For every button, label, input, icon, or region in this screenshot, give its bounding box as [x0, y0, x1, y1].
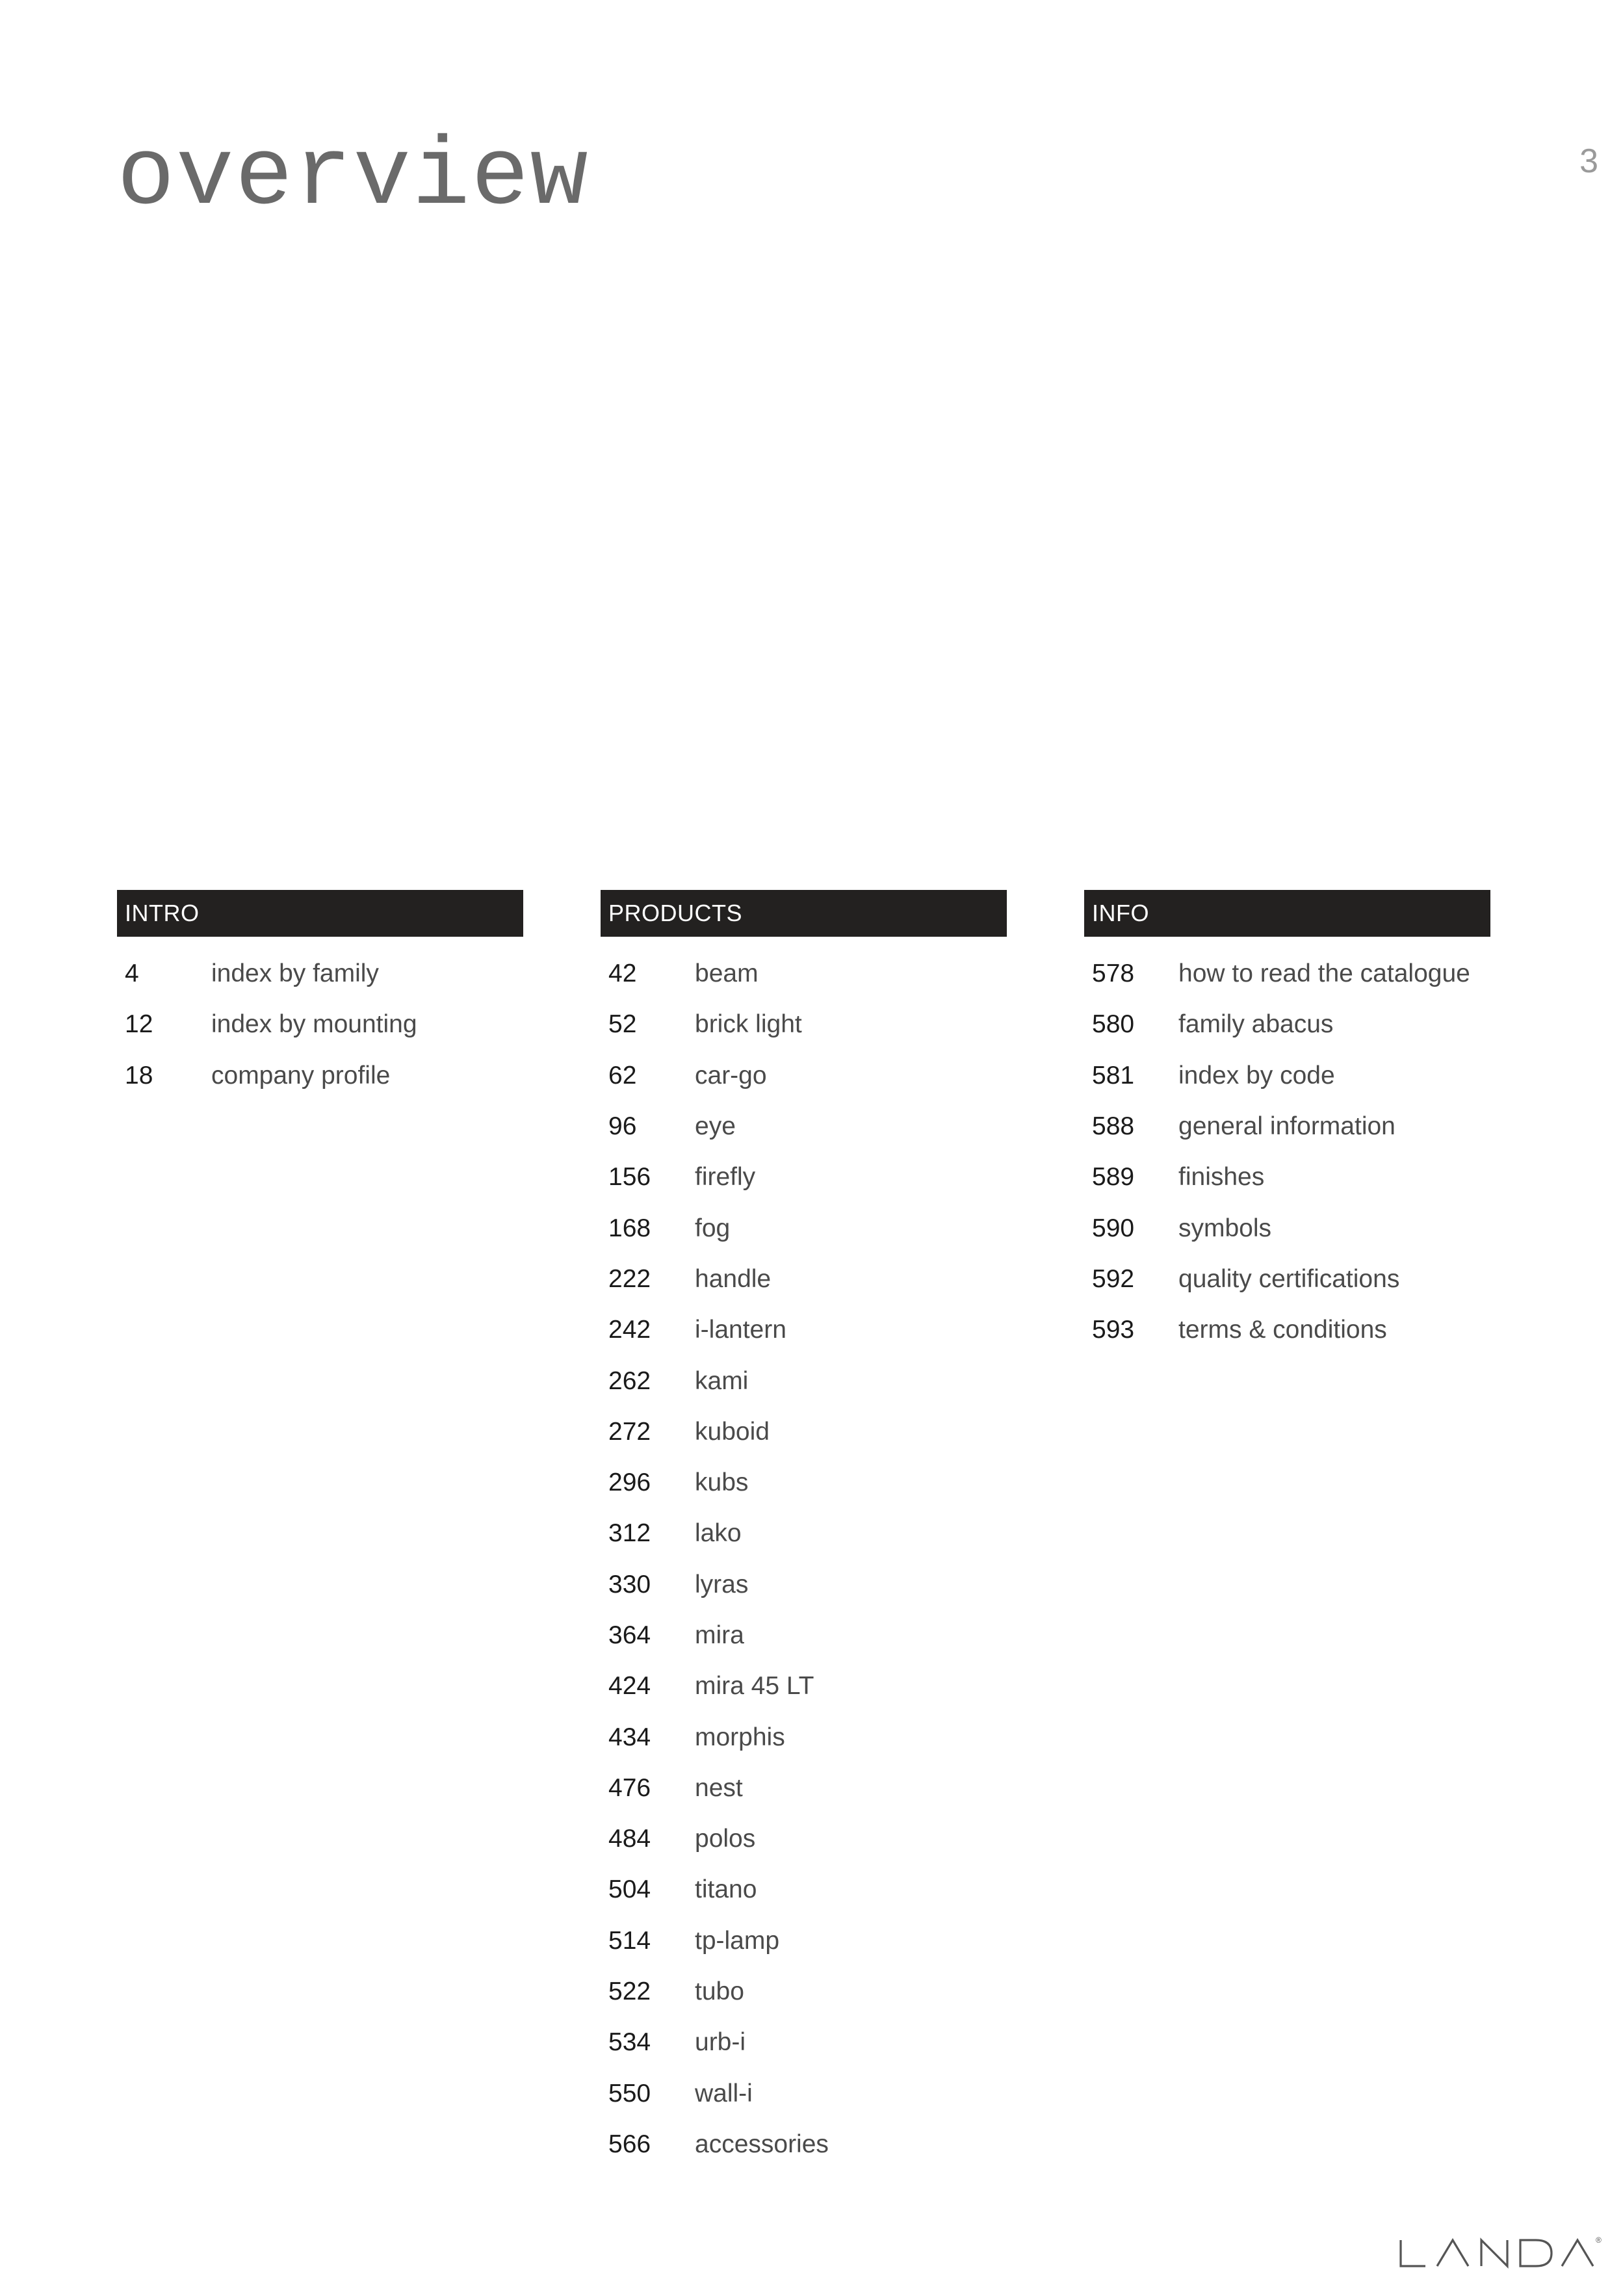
list-item [601, 1864, 1007, 1915]
section-list-intro [117, 948, 523, 1101]
list-item [601, 1814, 1007, 1864]
section-products [601, 890, 1007, 2170]
list-item [601, 1407, 1007, 1457]
item-label: index by code [1178, 1061, 1335, 1089]
item-label: polos [695, 1825, 756, 1853]
list-item [117, 1050, 523, 1101]
list-item [601, 2017, 1007, 2068]
item-label: tubo [695, 1977, 744, 2006]
item-label: accessories [695, 2130, 829, 2158]
item-page-number: 96 [608, 1112, 637, 1141]
item-page-number: 364 [608, 1621, 651, 1649]
item-page-number: 242 [608, 1316, 651, 1344]
list-item [601, 1305, 1007, 1355]
item-label: wall-i [695, 2079, 753, 2107]
list-item [117, 948, 523, 999]
item-label: car-go [695, 1061, 767, 1089]
list-item [1084, 948, 1490, 999]
item-label: firefly [695, 1163, 756, 1192]
item-label: quality certifications [1178, 1264, 1400, 1293]
list-item [1084, 1254, 1490, 1305]
item-label: nest [695, 1773, 743, 1802]
item-page-number: 424 [608, 1672, 651, 1701]
item-label: how to read the catalogue [1178, 959, 1470, 988]
item-label: index by mounting [211, 1010, 417, 1039]
item-label: kuboid [695, 1417, 770, 1446]
item-label: eye [695, 1112, 736, 1141]
item-label: brick light [695, 1010, 802, 1039]
item-page-number: 593 [1092, 1316, 1135, 1344]
list-item [601, 1661, 1007, 1712]
item-page-number: 589 [1092, 1163, 1135, 1192]
item-label: morphis [695, 1723, 785, 1751]
item-page-number: 580 [1092, 1010, 1135, 1039]
list-item [1084, 999, 1490, 1050]
item-page-number: 52 [608, 1010, 637, 1039]
item-label: company profile [211, 1061, 391, 1089]
registered-mark: ® [1596, 2236, 1602, 2245]
item-label: tp-lamp [695, 1926, 780, 1955]
item-label: mira 45 LT [695, 1672, 814, 1701]
list-item [1084, 1203, 1490, 1253]
item-page-number: 581 [1092, 1061, 1135, 1089]
item-page-number: 566 [608, 2130, 651, 2158]
page-title: overview [117, 124, 590, 232]
item-page-number: 522 [608, 1977, 651, 2006]
item-page-number: 534 [608, 2028, 651, 2057]
list-item [601, 1457, 1007, 1508]
item-label: index by family [211, 959, 379, 988]
section-header-intro: INTRO [117, 890, 523, 937]
item-label: finishes [1178, 1163, 1265, 1192]
section-intro [117, 890, 523, 1101]
item-label: titano [695, 1875, 757, 1904]
item-label: fog [695, 1214, 731, 1242]
item-page-number: 514 [608, 1926, 651, 1955]
list-item [1084, 1305, 1490, 1355]
section-header-products: PRODUCTS [601, 890, 1007, 937]
item-page-number: 18 [125, 1061, 153, 1089]
page-number: 3 [1579, 142, 1598, 180]
list-item [1084, 1152, 1490, 1203]
item-page-number: 588 [1092, 1112, 1135, 1141]
list-item [601, 1254, 1007, 1305]
item-page-number: 42 [608, 959, 637, 988]
section-list-info [1084, 948, 1490, 1355]
list-item [601, 1763, 1007, 1814]
item-label: family abacus [1178, 1010, 1334, 1039]
item-page-number: 504 [608, 1875, 651, 1904]
item-label: mira [695, 1621, 744, 1649]
item-page-number: 476 [608, 1773, 651, 1802]
list-item [117, 999, 523, 1050]
list-item [601, 1916, 1007, 1966]
list-item [601, 1203, 1007, 1253]
item-page-number: 578 [1092, 959, 1135, 988]
list-item [601, 1508, 1007, 1559]
item-page-number: 434 [608, 1723, 651, 1751]
item-label: urb-i [695, 2028, 746, 2057]
section-header-info: INFO [1084, 890, 1490, 937]
item-page-number: 296 [608, 1468, 651, 1497]
item-page-number: 550 [608, 2079, 651, 2107]
item-label: kami [695, 1366, 749, 1395]
item-label: terms & conditions [1178, 1316, 1387, 1344]
item-page-number: 484 [608, 1825, 651, 1853]
item-page-number: 590 [1092, 1214, 1135, 1242]
list-item [601, 1101, 1007, 1152]
list-item [601, 1152, 1007, 1203]
item-label: lyras [695, 1570, 749, 1598]
item-label: lako [695, 1519, 742, 1548]
item-page-number: 312 [608, 1519, 651, 1548]
item-page-number: 156 [608, 1163, 651, 1192]
item-page-number: 592 [1092, 1264, 1135, 1293]
list-item [601, 1355, 1007, 1406]
item-label: i-lantern [695, 1316, 786, 1344]
list-item [601, 1966, 1007, 2017]
list-item [1084, 1101, 1490, 1152]
item-page-number: 222 [608, 1264, 651, 1293]
list-item [601, 2068, 1007, 2119]
list-item [601, 999, 1007, 1050]
item-label: symbols [1178, 1214, 1272, 1242]
list-item [601, 1050, 1007, 1101]
item-page-number: 62 [608, 1061, 637, 1089]
item-label: kubs [695, 1468, 749, 1497]
section-list-products [601, 948, 1007, 2170]
item-label: beam [695, 959, 759, 988]
item-page-number: 330 [608, 1570, 651, 1598]
section-info [1084, 890, 1490, 1355]
list-item [601, 2119, 1007, 2170]
item-page-number: 262 [608, 1366, 651, 1395]
item-page-number: 12 [125, 1010, 153, 1039]
list-item [601, 948, 1007, 999]
landa-logo-icon [1397, 2232, 1605, 2271]
item-page-number: 272 [608, 1417, 651, 1446]
list-item [1084, 1050, 1490, 1101]
item-page-number: 168 [608, 1214, 651, 1242]
item-page-number: 4 [125, 959, 139, 988]
list-item [601, 1610, 1007, 1661]
item-label: handle [695, 1264, 772, 1293]
list-item [601, 1712, 1007, 1762]
item-label: general information [1178, 1112, 1396, 1141]
list-item [601, 1559, 1007, 1610]
